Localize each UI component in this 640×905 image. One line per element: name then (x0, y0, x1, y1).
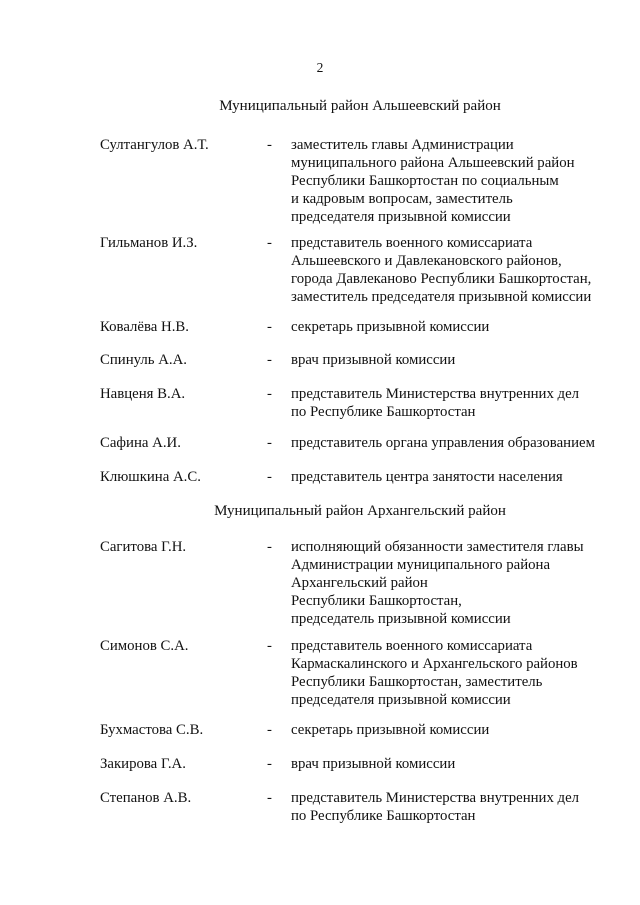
section-heading: Муниципальный район Альшеевский район (219, 98, 501, 114)
role-line: председателя призывной комиссии (291, 692, 511, 708)
role-line: Архангельский район (291, 575, 428, 591)
member-name: Ковалёва Н.В. (100, 319, 189, 335)
role-line: Республики Башкортостан, заместитель (291, 674, 543, 690)
role-line: по Республике Башкортостан (291, 404, 476, 420)
role-line: представитель Министерства внутренних дел (291, 790, 580, 806)
dash-separator: - (267, 435, 272, 451)
member-role (291, 755, 631, 773)
role-line: исполняющий обязанности заместителя главы (291, 539, 584, 555)
dash-separator: - (267, 137, 272, 153)
role-line: Альшеевского и Давлекановского районов, (291, 253, 562, 269)
member-name: Степанов А.В. (100, 790, 192, 806)
member-role (291, 789, 631, 825)
member-role (291, 637, 631, 709)
role-line: по Республике Башкортостан (291, 808, 476, 824)
role-line: Кармаскалинского и Архангельского районов (291, 656, 578, 672)
role-line: представитель центра занятости населения (291, 469, 563, 485)
page-number: 2 (316, 60, 324, 75)
role-line: представитель органа управления образованием (291, 435, 595, 451)
role-line: секретарь призывной комиссии (291, 319, 490, 335)
dash-separator: - (267, 539, 272, 555)
member-name: Спинуль А.А. (100, 352, 187, 368)
dash-separator: - (267, 638, 272, 654)
role-line: Администрации муниципального района (291, 557, 551, 573)
role-line: председатель призывной комиссии (291, 611, 511, 627)
dash-separator: - (267, 352, 272, 368)
dash-separator: - (267, 722, 272, 738)
member-name: Клюшкина А.С. (100, 469, 201, 485)
member-name: Закирова Г.А. (100, 756, 186, 772)
dash-separator: - (267, 756, 272, 772)
member-name: Симонов С.А. (100, 638, 189, 654)
role-line: Республики Башкортостан, (291, 593, 462, 609)
member-role (291, 234, 631, 306)
member-name: Султангулов А.Т. (100, 137, 209, 153)
role-line: врач призывной комиссии (291, 352, 456, 368)
dash-separator: - (267, 235, 272, 251)
role-line: заместитель главы Администрации (291, 137, 514, 153)
role-line: Республики Башкортостан по социальным (291, 173, 559, 189)
section-heading: Муниципальный район Архангельский район (214, 503, 506, 519)
member-role (291, 468, 631, 486)
role-line: муниципального района Альшеевский район (291, 155, 575, 171)
role-line: представитель Министерства внутренних дел (291, 386, 580, 402)
dash-separator: - (267, 386, 272, 402)
member-role (291, 385, 631, 421)
role-line: и кадровым вопросам, заместитель (291, 191, 513, 207)
dash-separator: - (267, 790, 272, 806)
member-name: Навценя В.А. (100, 386, 186, 402)
member-name: Бухмастова С.В. (100, 722, 204, 738)
member-name: Сафина А.И. (100, 435, 181, 451)
member-role (291, 434, 631, 452)
role-line: врач призывной комиссии (291, 756, 456, 772)
role-line: секретарь призывной комиссии (291, 722, 490, 738)
role-line: представитель военного комиссариата (291, 638, 533, 654)
member-name: Сагитова Г.Н. (100, 539, 187, 555)
member-role (291, 351, 631, 369)
dash-separator: - (267, 469, 272, 485)
role-line: председателя призывной комиссии (291, 209, 511, 225)
member-role (291, 136, 631, 226)
member-name: Гильманов И.З. (100, 235, 198, 251)
role-line: города Давлеканово Республики Башкортостан, (291, 271, 592, 287)
member-role (291, 318, 631, 336)
member-role (291, 721, 631, 739)
role-line: заместитель председателя призывной комиссии (291, 289, 592, 305)
role-line: представитель военного комиссариата (291, 235, 533, 251)
member-role (291, 538, 631, 628)
dash-separator: - (267, 319, 272, 335)
